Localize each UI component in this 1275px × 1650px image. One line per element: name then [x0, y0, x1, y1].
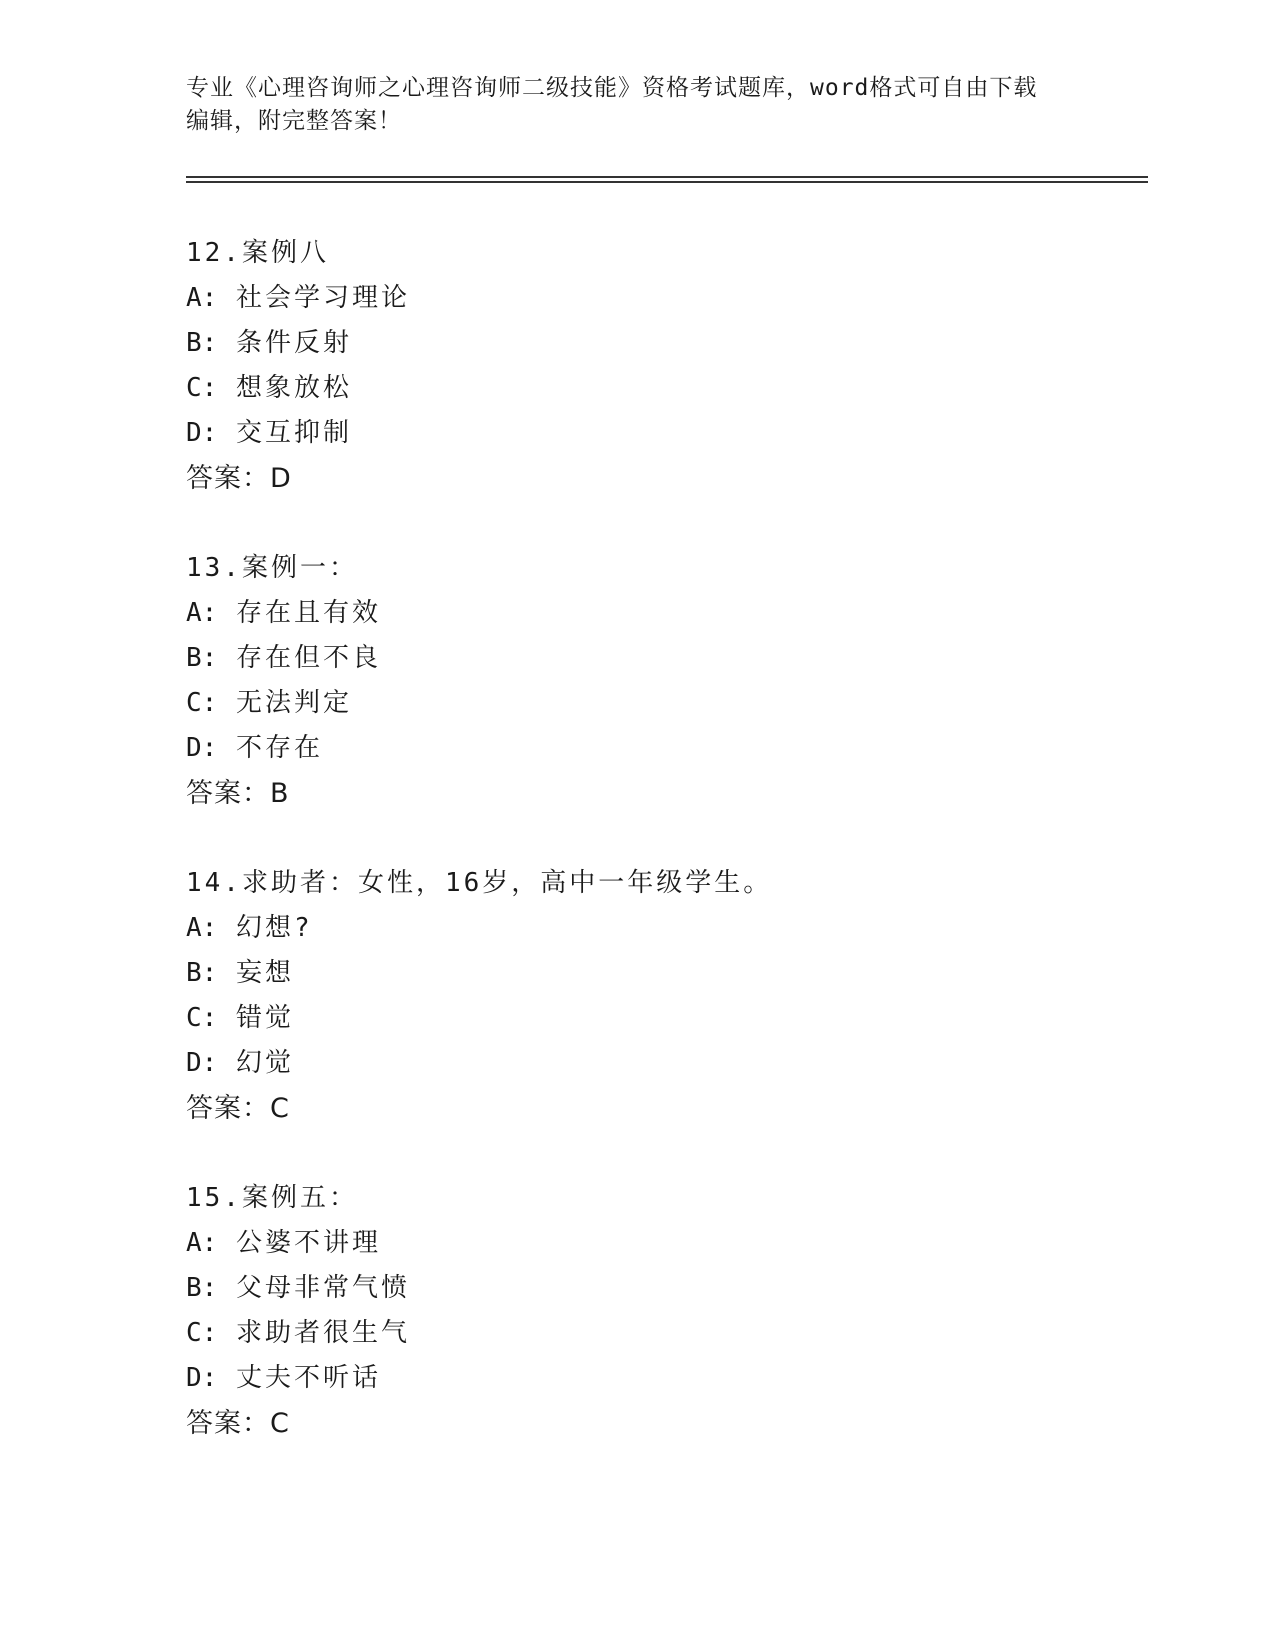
answer-line [186, 771, 1086, 816]
option-d [186, 1356, 1086, 1401]
option-text: 不存在 [235, 733, 323, 763]
option-b [186, 1266, 1086, 1311]
option-c [186, 366, 1086, 411]
answer-label: 答案： [186, 778, 270, 809]
option-d [186, 726, 1086, 771]
question-block [186, 546, 1086, 816]
option-key: C: [186, 1318, 218, 1348]
option-key: D: [186, 418, 218, 448]
question-block [186, 861, 1086, 1131]
option-text: 存在但不良 [235, 643, 381, 673]
option-d [186, 411, 1086, 456]
option-text: 想象放松 [235, 373, 352, 403]
answer-value: B [270, 778, 290, 809]
option-key: A: [186, 283, 218, 313]
option-text: 幻觉 [235, 1048, 294, 1078]
option-text: 存在且有效 [235, 598, 381, 628]
option-a [186, 906, 1086, 951]
option-a [186, 1221, 1086, 1266]
option-key: B: [186, 643, 218, 673]
question-title: 12.案例八 [186, 238, 329, 268]
question-block [186, 231, 1086, 501]
answer-line [186, 456, 1086, 501]
option-key: B: [186, 1273, 218, 1303]
answer-value: D [270, 463, 292, 494]
answer-label: 答案： [186, 1093, 270, 1124]
option-text: 无法判定 [235, 688, 352, 718]
header-line-2: 编辑，附完整答案！ [186, 108, 402, 134]
option-text: 丈夫不听话 [235, 1363, 381, 1393]
option-b [186, 951, 1086, 996]
answer-value: C [270, 1093, 290, 1124]
option-key: D: [186, 1048, 218, 1078]
question-title: 15.案例五： [186, 1183, 358, 1213]
option-key: C: [186, 1003, 218, 1033]
option-c [186, 681, 1086, 726]
option-text: 社会学习理论 [235, 283, 410, 313]
option-key: A: [186, 913, 218, 943]
option-key: D: [186, 1363, 218, 1393]
question-block [186, 1176, 1086, 1446]
header-line-1: 专业《心理咨询师之心理咨询师二级技能》资格考试题库，word格式可自由下载 [186, 75, 1038, 101]
option-text: 妄想 [235, 958, 294, 988]
option-key: D: [186, 733, 218, 763]
option-text: 父母非常气愤 [235, 1273, 410, 1303]
option-b [186, 321, 1086, 366]
option-c [186, 996, 1086, 1041]
question-title: 13.案例一： [186, 553, 358, 583]
option-c [186, 1311, 1086, 1356]
option-a [186, 276, 1086, 321]
header-divider-top [186, 176, 1148, 178]
option-text: 错觉 [235, 1003, 294, 1033]
answer-value: C [270, 1408, 290, 1439]
option-text: 交互抑制 [235, 418, 352, 448]
option-key: A: [186, 1228, 218, 1258]
option-d [186, 1041, 1086, 1086]
answer-label: 答案： [186, 1408, 270, 1439]
option-text: 求助者很生气 [235, 1318, 410, 1348]
option-a [186, 591, 1086, 636]
option-text: 条件反射 [235, 328, 352, 358]
header-divider-bottom [186, 181, 1148, 183]
option-text: 幻想? [235, 913, 313, 943]
option-text: 公婆不讲理 [235, 1228, 381, 1258]
option-key: C: [186, 688, 218, 718]
question-title: 14.求助者：女性，16岁，高中一年级学生。 [186, 868, 773, 898]
option-key: A: [186, 598, 218, 628]
document-header [186, 72, 1086, 138]
answer-line [186, 1086, 1086, 1131]
option-key: C: [186, 373, 218, 403]
answer-label: 答案： [186, 463, 270, 494]
answer-line [186, 1401, 1086, 1446]
option-key: B: [186, 958, 218, 988]
option-b [186, 636, 1086, 681]
option-key: B: [186, 328, 218, 358]
